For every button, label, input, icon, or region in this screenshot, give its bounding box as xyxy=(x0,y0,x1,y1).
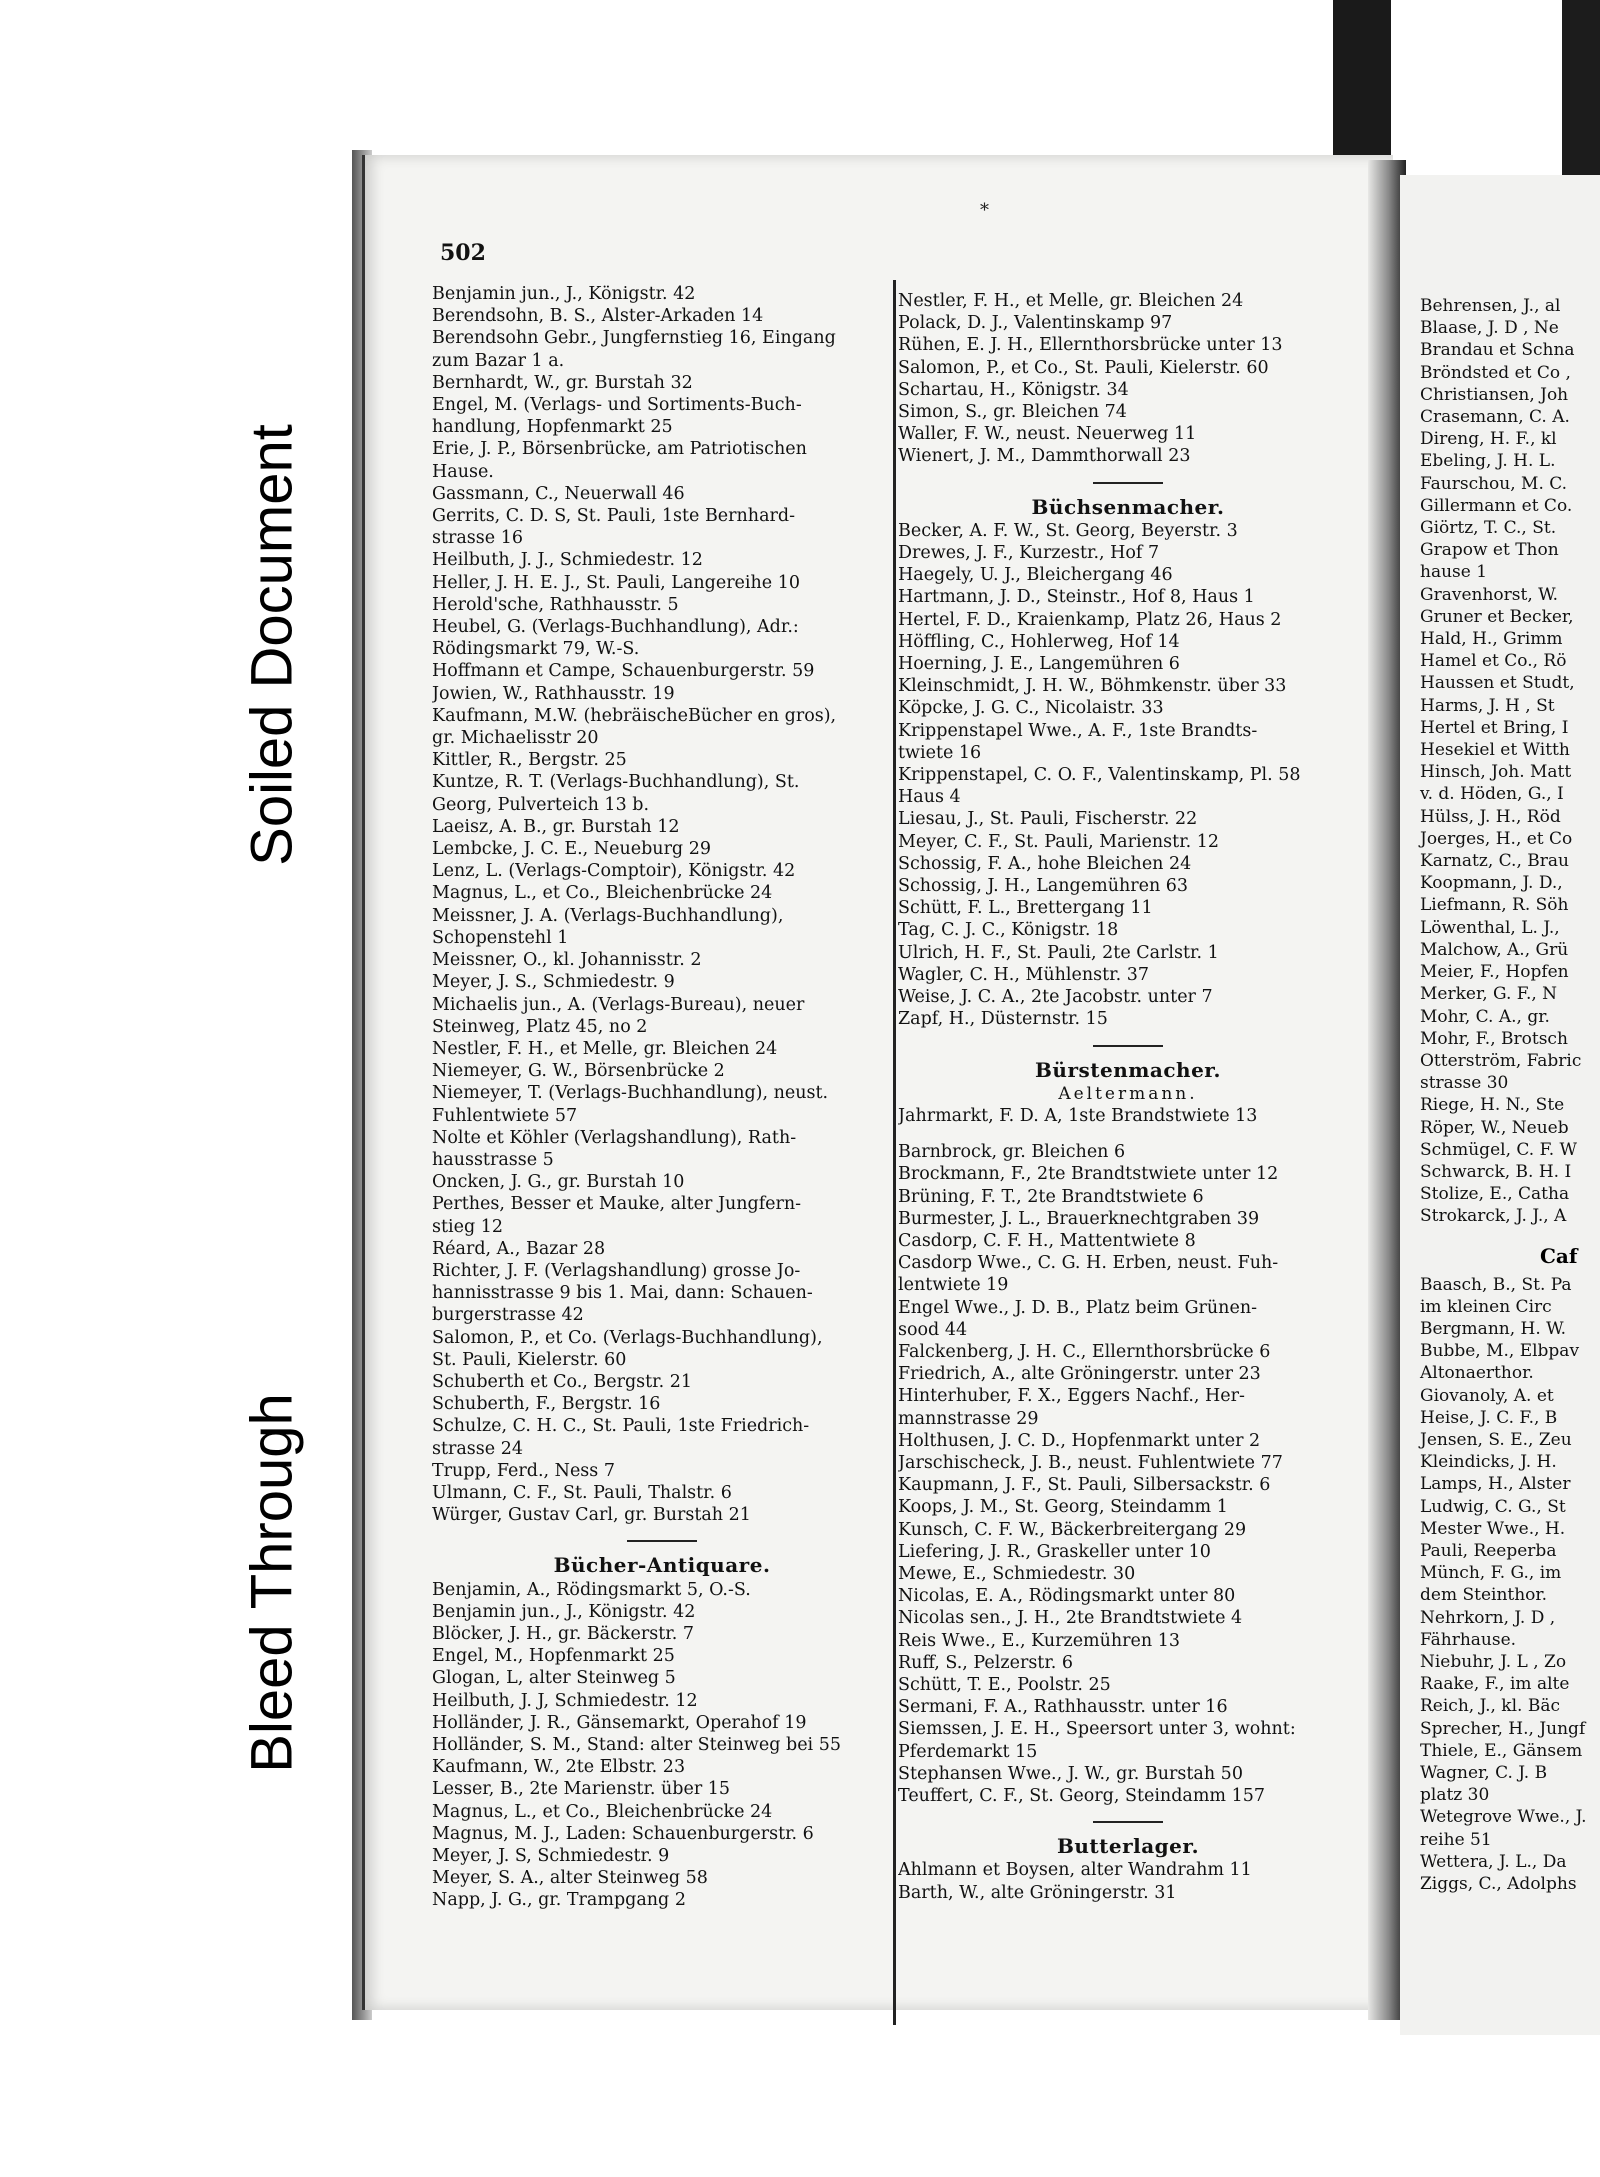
list-item: Bergmann, H. W. xyxy=(1420,1318,1567,1339)
list-item: im kleinen Circ xyxy=(1420,1296,1552,1317)
list-item: Stolize, E., Catha xyxy=(1420,1184,1570,1205)
list-item: Hald, H., Grimm xyxy=(1420,629,1563,650)
list-item: Siemssen, J. E. H., Speersort unter 3, wohnt: xyxy=(898,1719,1296,1740)
list-item: Nicolas, E. A., Rödingsmarkt unter 80 xyxy=(898,1586,1236,1607)
list-item: Ulrich, H. F., St. Pauli, 2te Carlstr. 1 xyxy=(898,942,1219,963)
list-item: Meier, F., Hopfen xyxy=(1420,962,1569,983)
list-item: Hartmann, J. D., Steinstr., Hof 8, Haus 1 xyxy=(898,587,1255,608)
section-rule xyxy=(1093,1045,1163,1047)
section-rule xyxy=(1093,1821,1163,1823)
list-item: hannisstrasse 9 bis 1. Mai, dann: Schauen- xyxy=(432,1283,813,1304)
list-item: Kaufmann, M.W. (hebräischeBücher en gros), xyxy=(432,705,837,726)
list-item: Kunsch, C. F. W., Bäckerbreitergang 29 xyxy=(898,1519,1247,1540)
list-item: Magnus, L., et Co., Bleichenbrücke 24 xyxy=(432,1801,773,1822)
list-item: Schmügel, C. F. W xyxy=(1420,1139,1578,1160)
section-rule xyxy=(1093,482,1163,484)
list-item: Ziggs, C., Adolphs xyxy=(1420,1874,1577,1895)
list-item: Burmester, J. L., Brauerknechtgraben 39 xyxy=(898,1208,1260,1229)
list-item: Napp, J. G., gr. Trampgang 2 xyxy=(432,1890,686,1911)
list-item: Nehrkorn, J. D , xyxy=(1420,1607,1556,1628)
list-item: Kuntze, R. T. (Verlags-Buchhandlung), St. xyxy=(432,772,800,793)
list-item: Niemeyer, G. W., Börsenbrücke 2 xyxy=(432,1061,725,1082)
section-heading-butterlager: Butterlager. xyxy=(1056,1834,1200,1859)
list-item: Höffling, C., Hohlerweg, Hof 14 xyxy=(898,631,1180,652)
list-item: Koops, J. M., St. Georg, Steindamm 1 xyxy=(898,1497,1228,1518)
list-item: Benjamin, A., Rödingsmarkt 5, O.-S. xyxy=(432,1579,751,1600)
list-item: dem Steinthor. xyxy=(1420,1585,1548,1606)
list-item: hause 1 xyxy=(1420,562,1488,583)
label-bleed-through xyxy=(212,1293,332,1873)
list-item: Magnus, M. J., Laden: Schauenburgerstr. 6 xyxy=(432,1823,814,1844)
list-item: Schossig, J. H., Langemühren 63 xyxy=(898,876,1189,897)
list-item: Réard, A., Bazar 28 xyxy=(432,1238,606,1259)
list-item: Salomon, P., et Co. (Verlags-Buchhandlung), xyxy=(432,1327,823,1348)
list-item: Schopenstehl 1 xyxy=(432,927,569,948)
list-item: Haus 4 xyxy=(898,787,961,808)
list-item: Engel, M. (Verlags- und Sortiments-Buch- xyxy=(432,395,802,416)
list-item: stieg 12 xyxy=(432,1216,503,1237)
spacer xyxy=(898,1127,1358,1141)
list-item: Becker, A. F. W., St. Georg, Beyerstr. 3 xyxy=(898,520,1238,541)
list-item: Barnbrock, gr. Bleichen 6 xyxy=(898,1142,1126,1163)
list-item: Glogan, L, alter Steinweg 5 xyxy=(432,1668,676,1689)
list-item: Niebuhr, J. L , Zo xyxy=(1420,1651,1567,1672)
list-item: Meyer, C. F., St. Pauli, Marienstr. 12 xyxy=(898,831,1220,852)
list-item: Simon, S., gr. Bleichen 74 xyxy=(898,402,1127,423)
list-item: Casdorp, C. F. H., Mattentwiete 8 xyxy=(898,1230,1196,1251)
next-page-column xyxy=(1420,295,1587,1895)
list-item: strasse 24 xyxy=(432,1438,523,1459)
list-item: handlung, Hopfenmarkt 25 xyxy=(432,417,673,438)
section-subheading-aeltermann: Aeltermann. xyxy=(1058,1083,1198,1104)
list-item: Zapf, H., Düsternstr. 15 xyxy=(898,1009,1108,1030)
list-item: Haegely, U. J., Bleichergang 46 xyxy=(898,565,1173,586)
list-item: Schuberth et Co., Bergstr. 21 xyxy=(432,1371,693,1392)
next-page-heading: Caf xyxy=(1540,1243,1578,1268)
list-item: Kaufmann, W., 2te Elbstr. 23 xyxy=(432,1757,686,1778)
list-item: Löwenthal, L. J., xyxy=(1420,917,1560,938)
list-item: Drewes, J. F., Kurzestr., Hof 7 xyxy=(898,543,1160,564)
list-item: Fuhlentwiete 57 xyxy=(432,1105,578,1126)
list-item: Hertel et Bring, I xyxy=(1420,717,1569,738)
burstenmacher-entry-list xyxy=(898,1141,1358,1807)
list-item: Jarschischeck, J. B., neust. Fuhlentwiete 77 xyxy=(898,1452,1283,1473)
list-item: Otterström, Fabric xyxy=(1420,1050,1582,1071)
list-item: Koopmann, J. D., xyxy=(1420,873,1563,894)
list-item: Nicolas sen., J. H., 2te Brandtstwiete 4 xyxy=(898,1608,1243,1629)
list-item: zum Bazar 1 a. xyxy=(432,350,565,371)
list-item: Hesekiel et Witth xyxy=(1420,740,1570,761)
list-item: Lesser, B., 2te Marienstr. über 15 xyxy=(432,1779,731,1800)
list-item: Berendsohn Gebr., Jungfernstieg 16, Eingang xyxy=(432,328,836,349)
section-rule xyxy=(627,1540,697,1542)
right-column xyxy=(898,290,1358,1904)
label-bleed-text: Bleed Through xyxy=(239,1393,305,1773)
list-item: Kleinschmidt, J. H. W., Böhmkenstr. über 33 xyxy=(898,676,1287,697)
list-item: Nestler, F. H., et Melle, gr. Bleichen 24 xyxy=(432,1038,778,1059)
list-item: Liefmann, R. Söh xyxy=(1420,895,1569,916)
list-item: Trupp, Ferd., Ness 7 xyxy=(432,1460,615,1481)
list-item: St. Pauli, Kielerstr. 60 xyxy=(432,1349,627,1370)
next-page-fragment xyxy=(1400,175,1600,2035)
list-item: Joerges, H., et Co xyxy=(1420,828,1573,849)
list-item: Hertel, F. D., Kraienkamp, Platz 26, Haus 2 xyxy=(898,609,1282,630)
list-item: Weise, J. C. A., 2te Jacobstr. unter 7 xyxy=(898,987,1213,1008)
list-item: Ludwig, C. G., St xyxy=(1420,1496,1566,1517)
list-item: Hinterhuber, F. X., Eggers Nachf., Her- xyxy=(898,1386,1245,1407)
next-page-entry-list xyxy=(1420,295,1587,1228)
list-item: Schütt, F. L., Brettergang 11 xyxy=(898,898,1153,919)
page-mark: * xyxy=(980,200,989,221)
list-item: Merker, G. F., N xyxy=(1420,984,1558,1005)
list-item: Christiansen, Joh xyxy=(1420,384,1569,405)
list-item: hausstrasse 5 xyxy=(432,1149,554,1170)
list-item: Hamel et Co., Rö xyxy=(1420,651,1567,672)
list-item: Kleindicks, J. H. xyxy=(1420,1452,1557,1473)
list-item: Giörtz, T. C., St. xyxy=(1420,518,1557,539)
list-item: Brüning, F. T., 2te Brandtstwiete 6 xyxy=(898,1186,1204,1207)
list-item: Schuberth, F., Bergstr. 16 xyxy=(432,1394,661,1415)
list-item: Lamps, H., Alster xyxy=(1420,1474,1571,1495)
list-item: Krippenstapel Wwe., A. F., 1ste Brandts- xyxy=(898,720,1258,741)
list-item: strasse 30 xyxy=(1420,1073,1509,1094)
list-item: Würger, Gustav Carl, gr. Burstah 21 xyxy=(432,1505,751,1526)
column-divider xyxy=(893,280,896,2025)
list-item: Hinsch, Joh. Matt xyxy=(1420,762,1572,783)
list-item: sood 44 xyxy=(898,1319,968,1340)
section-heading-burstenmacher: Bürstenmacher. xyxy=(1035,1057,1221,1082)
list-item: Meissner, J. A. (Verlags-Buchhandlung), xyxy=(432,905,784,926)
list-item: platz 30 xyxy=(1420,1785,1490,1806)
list-item: Waller, F. W., neust. Neuerweg 11 xyxy=(898,424,1197,445)
list-item: Nolte et Köhler (Verlagshandlung), Rath- xyxy=(432,1127,797,1148)
list-item: Erie, J. P., Börsenbrücke, am Patriotischen xyxy=(432,439,807,460)
list-item: Schütt, T. E., Poolstr. 25 xyxy=(898,1674,1111,1695)
list-item: Fährhause. xyxy=(1420,1629,1517,1650)
list-item: Münch, F. G., im xyxy=(1420,1563,1562,1584)
list-item: Hoffmann et Campe, Schauenburgerstr. 59 xyxy=(432,661,815,682)
list-item: Holthusen, J. C. D., Hopfenmarkt unter 2 xyxy=(898,1430,1261,1451)
right-entry-list xyxy=(898,290,1358,468)
list-item: Liefering, J. R., Graskeller unter 10 xyxy=(898,1541,1211,1562)
list-item: Wagler, C. H., Mühlenstr. 37 xyxy=(898,964,1149,985)
list-item: Direng, H. F., kl xyxy=(1420,429,1557,450)
list-item: Meyer, J. S., Schmiedestr. 9 xyxy=(432,972,675,993)
label-soiled-document xyxy=(212,350,332,940)
section-heading-antiquare: Bücher-Antiquare. xyxy=(553,1553,771,1578)
list-item: Engel Wwe., J. D. B., Platz beim Grünen- xyxy=(898,1297,1257,1318)
list-item: Karnatz, C., Brau xyxy=(1420,851,1569,872)
list-item: Baasch, B., St. Pa xyxy=(1420,1274,1572,1295)
list-item: Laeisz, A. B., gr. Burstah 12 xyxy=(432,816,680,837)
list-item: Blaase, J. D , Ne xyxy=(1420,318,1559,339)
list-item: Kaupmann, J. F., St. Pauli, Silbersackstr. 6 xyxy=(898,1475,1271,1496)
list-item: Oncken, J. G., gr. Burstah 10 xyxy=(432,1172,685,1193)
list-item: Friedrich, A., alte Gröningerstr. unter 23 xyxy=(898,1364,1261,1385)
list-item: Kittler, R., Bergstr. 25 xyxy=(432,750,627,771)
list-item: Pauli, Reeperba xyxy=(1420,1540,1557,1561)
butterlager-entry-list xyxy=(898,1859,1358,1903)
list-item: Röper, W., Neueb xyxy=(1420,1117,1569,1138)
list-item: Liesau, J., St. Pauli, Fischerstr. 22 xyxy=(898,809,1198,830)
antiquare-entry-list xyxy=(432,1579,892,1912)
list-item: Gravenhorst, W. xyxy=(1420,584,1559,605)
list-item: Teuffert, C. F., St. Georg, Steindamm 157 xyxy=(898,1786,1265,1806)
list-item: Reis Wwe., E., Kurzemühren 13 xyxy=(898,1630,1181,1651)
list-item: Gruner et Becker, xyxy=(1420,606,1574,627)
list-item: Sprecher, H., Jungf xyxy=(1420,1718,1586,1739)
list-item: Salomon, P., et Co., St. Pauli, Kielerstr. 60 xyxy=(898,357,1269,378)
list-item: Gillermann et Co. xyxy=(1420,495,1573,516)
list-item: gr. Michaelisstr 20 xyxy=(432,728,599,749)
list-item: Meyer, S. A., alter Steinweg 58 xyxy=(432,1868,708,1889)
list-item: twiete 16 xyxy=(898,742,982,763)
list-item: Bubbe, M., Elbpav xyxy=(1420,1341,1580,1362)
list-item: Berendsohn, B. S., Alster-Arkaden 14 xyxy=(432,306,764,327)
list-item: Bernhardt, W., gr. Burstah 32 xyxy=(432,372,693,393)
list-item: Stephansen Wwe., J. W., gr. Burstah 50 xyxy=(898,1763,1243,1784)
list-item: Riege, H. N., Ste xyxy=(1420,1095,1565,1116)
list-item: Hoerning, J. E., Langemühren 6 xyxy=(898,654,1180,675)
list-item: Steinweg, Platz 45, no 2 xyxy=(432,1016,648,1037)
list-item: Richter, J. F. (Verlagshandlung) grosse Jo- xyxy=(432,1260,801,1281)
list-item: Wetegrove Wwe., J. xyxy=(1420,1807,1587,1828)
list-item: Lenz, L. (Verlags-Comptoir), Königstr. 42 xyxy=(432,861,796,882)
list-item: reihe 51 xyxy=(1420,1829,1492,1850)
list-item: Meissner, O., kl. Johannisstr. 2 xyxy=(432,950,702,971)
list-item: Falckenberg, J. H. C., Ellernthorsbrücke 6 xyxy=(898,1341,1271,1362)
list-item: mannstrasse 29 xyxy=(898,1408,1039,1429)
aeltermann-entry: Jahrmarkt, F. D. A, 1ste Brandstwiete 13 xyxy=(898,1105,1258,1126)
list-item: Benjamin jun., J., Königstr. 42 xyxy=(432,1601,696,1622)
page-number: 502 xyxy=(440,240,486,266)
list-item: Holländer, S. M., Stand: alter Steinweg bei 55 xyxy=(432,1735,841,1755)
list-item: Heilbuth, J. J, Schmiedestr. 12 xyxy=(432,1690,698,1711)
list-item: Köpcke, J. G. C., Nicolaistr. 33 xyxy=(898,698,1164,719)
section-heading-buchsenmacher: Büchsenmacher. xyxy=(1031,494,1225,519)
list-item: Schartau, H., Königstr. 34 xyxy=(898,379,1129,400)
list-item: Rühen, E. J. H., Ellernthorsbrücke unter 13 xyxy=(898,335,1283,356)
list-item: Behrensen, J., al xyxy=(1420,296,1561,316)
list-item: Herold'sche, Rathhausstr. 5 xyxy=(432,594,679,615)
list-item: Wienert, J. M., Dammthorwall 23 xyxy=(898,446,1191,467)
label-soiled-text: Soiled Document xyxy=(239,424,305,866)
list-item: Gerrits, C. D. S, St. Pauli, 1ste Bernhard- xyxy=(432,506,795,527)
buchsenmacher-entry-list xyxy=(898,520,1358,1031)
list-item: Holländer, J. R., Gänsemarkt, Operahof 19 xyxy=(432,1712,807,1733)
list-item: burgerstrasse 42 xyxy=(432,1305,584,1326)
list-item: Harms, J. H , St xyxy=(1420,695,1555,716)
list-item: Jowien, W., Rathhausstr. 19 xyxy=(432,683,675,704)
list-item: Ulmann, C. F., St. Pauli, Thalstr. 6 xyxy=(432,1482,732,1503)
list-item: Ruff, S., Pelzerstr. 6 xyxy=(898,1652,1074,1673)
next-page-entry-list-cafe xyxy=(1420,1274,1587,1896)
list-item: Grapow et Thon xyxy=(1420,540,1559,561)
list-item: Raake, F., im alte xyxy=(1420,1674,1570,1695)
list-item: Tag, C. J. C., Königstr. 18 xyxy=(898,920,1119,941)
list-item: Polack, D. J., Valentinskamp 97 xyxy=(898,313,1173,334)
list-item: Blöcker, J. H., gr. Bäckerstr. 7 xyxy=(432,1623,694,1644)
list-item: Thiele, E., Gänsem xyxy=(1420,1740,1583,1761)
list-item: Heller, J. H. E. J., St. Pauli, Langereihe 10 xyxy=(432,572,800,593)
list-item: Mohr, C. A., gr. xyxy=(1420,1006,1550,1027)
list-item: Brandau et Schna xyxy=(1420,340,1575,361)
list-item: Schwarck, B. H. I xyxy=(1420,1161,1572,1182)
left-entry-list xyxy=(432,283,892,1526)
list-item: Lembcke, J. C. E., Neueburg 29 xyxy=(432,839,711,860)
list-item: Strokarck, J. J., A xyxy=(1420,1206,1567,1227)
list-item: Heilbuth, J. J., Schmiedestr. 12 xyxy=(432,550,703,571)
list-item: Magnus, L., et Co., Bleichenbrücke 24 xyxy=(432,883,773,904)
list-item: Wettera, J. L., Da xyxy=(1420,1851,1567,1872)
list-item: Michaelis jun., A. (Verlags-Bureau), neuer xyxy=(432,994,805,1015)
list-item: Gassmann, C., Neuerwall 46 xyxy=(432,483,685,504)
list-item: Sermani, F. A., Rathhausstr. unter 16 xyxy=(898,1697,1228,1718)
list-item: Georg, Pulverteich 13 b. xyxy=(432,794,650,815)
list-item: Ebeling, J. H. L. xyxy=(1420,451,1556,472)
list-item: Benjamin jun., J., Königstr. 42 xyxy=(432,284,696,304)
list-item: Nestler, F. H., et Melle, gr. Bleichen 24 xyxy=(898,291,1244,311)
list-item: Hause. xyxy=(432,461,494,482)
list-item: Perthes, Besser et Mauke, alter Jungfern- xyxy=(432,1194,802,1215)
list-item: Bröndsted et Co , xyxy=(1420,362,1571,383)
list-item: Jensen, S. E., Zeu xyxy=(1420,1429,1572,1450)
list-item: Malchow, A., Grü xyxy=(1420,939,1569,960)
list-item: Mohr, F., Brotsch xyxy=(1420,1028,1568,1049)
list-item: Niemeyer, T. (Verlags-Buchhandlung), neust. xyxy=(432,1083,829,1104)
list-item: strasse 16 xyxy=(432,528,523,549)
list-item: Schulze, C. H. C., St. Pauli, 1ste Friedrich- xyxy=(432,1416,810,1437)
list-item: lentwiete 19 xyxy=(898,1275,1009,1296)
list-item: Schossig, F. A., hohe Bleichen 24 xyxy=(898,853,1192,874)
list-item: Ahlmann et Boysen, alter Wandrahm 11 xyxy=(898,1860,1252,1881)
list-item: Krippenstapel, C. O. F., Valentinskamp, Pl. 58 xyxy=(898,765,1301,786)
list-item: Rödingsmarkt 79, W.-S. xyxy=(432,639,640,660)
list-item: Meyer, J. S, Schmiedestr. 9 xyxy=(432,1846,670,1867)
list-item: Crasemann, C. A. xyxy=(1420,407,1570,428)
list-item: Pferdemarkt 15 xyxy=(898,1741,1038,1762)
list-item: Reich, J., kl. Bäc xyxy=(1420,1696,1560,1717)
list-item: Engel, M., Hopfenmarkt 25 xyxy=(432,1646,675,1667)
list-item: Haussen et Studt, xyxy=(1420,673,1575,694)
list-item: Heise, J. C. F., B xyxy=(1420,1407,1558,1428)
list-item: v. d. Höden, G., I xyxy=(1420,784,1564,805)
list-item: Heubel, G. (Verlags-Buchhandlung), Adr.: xyxy=(432,617,799,638)
list-item: Giovanoly, A. et xyxy=(1420,1385,1554,1406)
list-item: Hülss, J. H., Röd xyxy=(1420,806,1561,827)
list-item: Wagner, C. J. B xyxy=(1420,1763,1548,1783)
list-item: Casdorp Wwe., C. G. H. Erben, neust. Fuh- xyxy=(898,1253,1279,1274)
left-column xyxy=(432,283,892,1912)
list-item: Mester Wwe., H. xyxy=(1420,1518,1566,1539)
list-item: Faurschou, M. C. xyxy=(1420,473,1568,494)
list-item: Brockmann, F., 2te Brandtstwiete unter 12 xyxy=(898,1164,1279,1185)
list-item: Barth, W., alte Gröningerstr. 31 xyxy=(898,1882,1177,1903)
list-item: Mewe, E., Schmiedestr. 30 xyxy=(898,1563,1136,1584)
list-item: Altonaerthor. xyxy=(1420,1363,1534,1384)
